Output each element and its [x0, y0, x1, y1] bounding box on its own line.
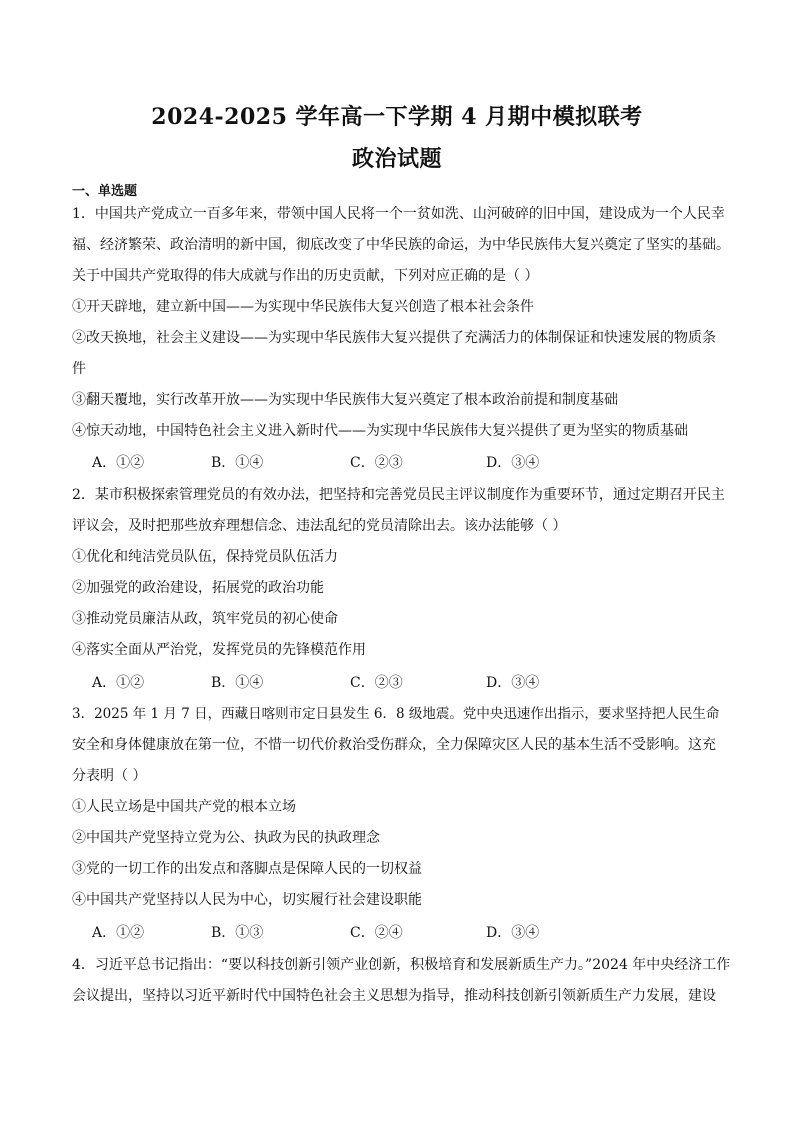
- q1-line: ①开天辟地，建立新中国——为实现中华民族伟大复兴创造了根本社会条件: [72, 299, 534, 315]
- q3-option-c: C．②④: [350, 925, 403, 941]
- q1-line: 福、经济繁荣、政治清明的新中国，彻底改变了中华民族的命运，为中华民族伟大复兴奠定了坚实的基础。: [72, 237, 730, 253]
- q4-line: 4．习近平总书记指出：“要以科技创新引领产业创新，积极培育和发展新质生产力。”2024 年中央经济工作: [72, 957, 731, 973]
- q2-line: 评议会，及时把那些放弃理想信念、违法乱纪的党员清除出去。该办法能够（ ）: [72, 518, 567, 534]
- q3-option-d: D．③④: [486, 925, 540, 941]
- q3-line: ④中国共产党坚持以人民为中心，切实履行社会建设职能: [72, 892, 422, 908]
- q2-option-c: C．②③: [350, 675, 403, 691]
- section-heading: 一、单选题: [72, 184, 138, 199]
- q1-line: ④惊天动地，中国特色社会主义进入新时代——为实现中华民族伟大复兴提供了更为坚实的物质基础: [72, 423, 688, 439]
- q3-option-b: B．①③: [211, 925, 264, 941]
- q3-option-a: A．①②: [92, 925, 145, 941]
- q1-option-a: A．①②: [92, 455, 145, 471]
- q2-line: ②加强党的政治建设，拓展党的政治功能: [72, 580, 324, 596]
- q3-line: 安全和身体健康放在第一位，不惜一切代价救治受伤群众，全力保障灾区人民的基本生活不受影响。这充: [72, 737, 716, 753]
- q3-line: ②中国共产党坚持立党为公、执政为民的执政理念: [72, 830, 380, 846]
- q2-option-a: A．①②: [92, 675, 145, 691]
- q2-option-b: B．①④: [211, 675, 264, 691]
- q2-line: ①优化和纯洁党员队伍，保持党员队伍活力: [72, 549, 338, 565]
- q2-option-d: D．③④: [486, 675, 540, 691]
- q1-option-c: C．②③: [350, 455, 403, 471]
- q1-option-b: B．①④: [211, 455, 264, 471]
- q1-line: 1．中国共产党成立一百多年来，带领中国人民将一个一贫如洗、山河破碎的旧中国，建设成为一个人民幸: [72, 206, 725, 222]
- q1-line: 件: [72, 361, 86, 377]
- q3-line: 3．2025 年 1 月 7 日，西藏日喀则市定日县发生 6．8 级地震。党中央迅速作出指示，要求坚持把人民生命: [72, 706, 720, 722]
- q3-line: ③党的一切工作的出发点和落脚点是保障人民的一切权益: [72, 861, 422, 877]
- title-line-2: 政治试题: [351, 146, 442, 172]
- q1-line: ③翻天覆地，实行改革开放——为实现中华民族伟大复兴奠定了根本政治前提和制度基础: [72, 392, 618, 408]
- q1-option-d: D．③④: [486, 455, 540, 471]
- title-line-1: 2024-2025 学年高一下学期 4 月期中模拟联考: [151, 104, 643, 130]
- q3-line: 分表明（ ）: [72, 768, 147, 784]
- q1-line: ②改天换地，社会主义建设——为实现中华民族伟大复兴提供了充满活力的体制保证和快速发展的物质条: [72, 330, 716, 346]
- q2-line: ③推动党员廉洁从政，筑牢党员的初心使命: [72, 611, 338, 627]
- q3-line: ①人民立场是中国共产党的根本立场: [72, 799, 296, 815]
- q1-line: 关于中国共产党取得的伟大成就与作出的历史贡献，下列对应正确的是（ ）: [72, 268, 539, 284]
- q2-line: ④落实全面从严治党，发挥党员的先锋模范作用: [72, 642, 366, 658]
- q2-line: 2．某市积极探索管理党员的有效办法，把坚持和完善党员民主评议制度作为重要环节，通过定期召开民主: [72, 487, 725, 503]
- q4-line: 会议提出，坚持以习近平新时代中国特色社会主义思想为指导，推动科技创新引领新质生产力发展，建设: [72, 988, 716, 1004]
